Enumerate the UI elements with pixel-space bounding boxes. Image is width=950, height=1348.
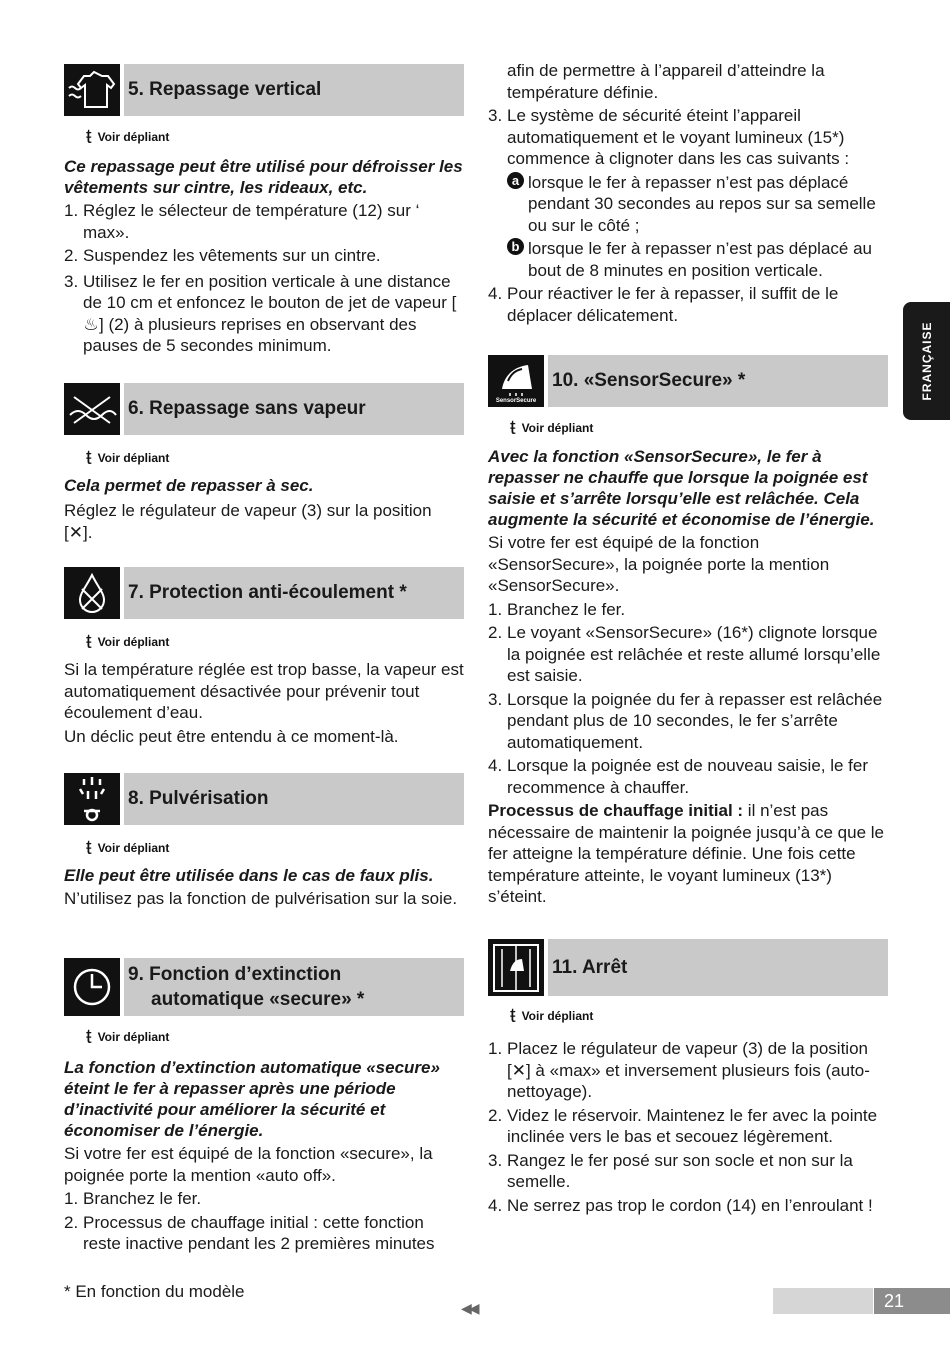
voir-depliant-11: ŧ Voir dépliant [510,1005,594,1027]
section-10-header [488,355,888,407]
voir-depliant-10: ŧ Voir dépliant [510,417,594,439]
up-arrow-icon: ŧ [510,417,516,439]
list-item: 3. Utilisez le fer en position verticale à une distance de 10 cm et enfoncez le bouton de jet de vapeur [♨] (2) à plusieurs reprises en observant des pauses de 5 secondes minimum. [64,271,457,355]
section-10-intro: Avec la fonction «SensorSecure», le fer à repasser ne chauffe que lorsque la poignée est saisie et s’arrête lorsqu’elle est relâchée. Cela augmente la sécurité et économise de l’énergie. [488,447,875,529]
section-9-continued: afin de permettre à l’appareil d’atteindre la température définie. 3. Le système de sécurité éteint l’appareil automatiquement et le voyant lumineux (15*) commence à clignoter dans les cas suivants : a lorsque le fer à repasser n’est pas déplacé pendant 30 secondes au repos sur sa semelle ou sur le côté ; b lorsque le fer à repasser n’est pas déplacé au bout de 8 minutes en position verticale. 4. Pour réactiver le fer à repasser, il suffit de le déplacer délicatement. [488,60,888,326]
badge-b-icon: b [507,238,524,255]
section-5 [64,64,464,355]
language-side-tab: FRANÇAISE [903,302,950,420]
section-11-header [488,939,888,996]
section-7-header [64,567,464,619]
voir-depliant-5: ŧ Voir dépliant [86,126,170,148]
section-5-intro: Ce repassage peut être utilisé pour défroisser les vêtements sur cintre, les rideaux, etc. [64,157,463,197]
wardrobe-storage-icon [488,939,544,996]
up-arrow-icon: ŧ [86,447,92,469]
list-item: 1. Branchez le fer. [488,599,626,619]
section-8-header [64,773,464,825]
section-10-heating-text: Processus de chauffage initial : il n’est pas nécessaire de maintenir la poignée jusqu’à ce que le fer atteigne la température définie. Une fois cette température atteinte, le voyant lumineux (13*) s’éteint. [488,801,884,906]
list-item: 2. Le voyant «SensorSecure» (16*) clignote lorsque la poignée est relâchée et reste allumé lorsqu’elle est saisie. [488,623,881,685]
section-10 [488,355,888,906]
list-item: 1. Branchez le fer. [64,1189,202,1208]
list-item: 1. Placez le régulateur de vapeur (3) de la position [✕] à «max» et inversement plusieurs fois (auto-nettoyage). [488,1039,870,1101]
up-arrow-icon: ŧ [510,1005,516,1027]
section-9-title: 9. Fonction d’extinction automatique «secure» * [128,964,365,1010]
section-10-title: 10. «SensorSecure» * [552,370,746,391]
voir-depliant-9: ŧ Voir dépliant [86,1026,170,1048]
section-7 [64,567,464,746]
list-item: 3. Lorsque la poignée du fer à repasser est relâchée pendant plus de 10 secondes, le fer s’arrête automatiquement. [488,689,883,752]
sub-item-b: b lorsque le fer à repasser n’est pas déplacé au bout de 8 minutes en position verticale. [488,238,888,281]
steam-jet-icon: ♨ [83,314,99,334]
section-7-text-2: Un déclic peut être entendu à ce moment-là. [64,726,399,746]
section-5-header [64,64,464,116]
sensorsecure-icon-label: SensorSecure [495,398,537,404]
sensorsecure-iron-icon [488,355,544,407]
section-7-title: 7. Protection anti-écoulement * [128,582,407,603]
section-6-header [64,383,464,435]
list-item: 4. Lorsque la poignée est de nouveau saisie, le fer recommence à chauffer. [488,756,869,797]
list-item: 4. Ne serrez pas trop le cordon (14) en l’enroulant ! [488,1195,873,1215]
list-item: 2. Suspendez les vêtements sur un cintre. [64,246,381,265]
list-item: 3. Le système de sécurité éteint l’appareil automatiquement et le voyant lumineux (15*) commence à clignoter dans les cas suivants : [488,106,850,168]
section-7-text: Si la température réglée est trop basse, la vapeur est automatiquement désactivée pour prévenir tout écoulement d’eau. [64,660,464,722]
section-9-text: Si votre fer est équipé de la fonction «secure», la poignée porte la mention «auto off». [64,1144,433,1185]
page-number-bar [773,1288,873,1314]
section-9 [64,958,464,1253]
up-arrow-icon: ŧ [86,126,92,148]
voir-depliant-8: ŧ Voir dépliant [86,837,170,859]
voir-depliant-7: ŧ Voir dépliant [86,631,170,653]
list-item: 2. Videz le réservoir. Maintenez le fer avec la pointe inclinée vers le bas et secouez légèrement. [488,1105,878,1146]
list-item: 4. Pour réactiver le fer à repasser, il suffit de le déplacer délicatement. [488,284,839,325]
up-arrow-icon: ŧ [86,1026,92,1048]
section-6-text: Réglez le régulateur de vapeur (3) sur la position [✕]. [64,501,432,542]
section-8-intro: Elle peut être utilisée dans le cas de faux plis. [64,866,434,885]
section-8 [64,773,464,908]
section-10-text: Si votre fer est équipé de la fonction «SensorSecure», la poignée porte la mention «SensorSecure». [488,533,830,595]
section-9-intro: La fonction d’extinction automatique «secure» éteint le fer à repasser après une période d’inactivité pour améliorer la sécurité et économiser de l’énergie. [64,1058,440,1140]
section-6 [64,383,464,542]
double-left-arrow-icon: ◀◀ [461,1300,477,1316]
anti-drip-icon [64,567,120,619]
no-steam-icon: ✕ [68,522,83,542]
section-11 [488,939,888,1215]
footnote: * En fonction du modèle [64,1282,245,1301]
sub-item-a: a lorsque le fer à repasser n’est pas déplacé pendant 30 secondes au repos sur sa semelle ou sur le côté ; [488,172,888,237]
section-9-header [64,958,464,1016]
section-6-title: 6. Repassage sans vapeur [128,398,366,419]
vertical-steam-garment-icon [64,64,120,116]
section-5-title: 5. Repassage vertical [128,79,322,100]
section-11-title: 11. Arrêt [552,956,628,978]
page-number: 21 [874,1288,950,1314]
no-steam-icon [64,383,120,435]
section-8-text: N’utilisez pas la fonction de pulvérisation sur la soie. [64,889,458,908]
section-8-title: 8. Pulvérisation [128,788,269,809]
list-item: 2. Processus de chauffage initial : cette fonction reste inactive pendant les 2 premières minutes [64,1212,435,1253]
no-steam-icon: ✕ [511,1060,526,1080]
section-6-intro: Cela permet de repasser à sec. [64,476,314,495]
spray-icon [64,773,120,825]
up-arrow-icon: ŧ [86,837,92,859]
list-item: 3. Rangez le fer posé sur son socle et non sur la semelle. [488,1150,853,1191]
badge-a-icon: a [507,172,524,189]
up-arrow-icon: ŧ [86,631,92,653]
clock-icon [64,958,120,1016]
list-item: 1. Réglez le sélecteur de température (12) sur ‘ max». [64,201,420,242]
voir-depliant-6: ŧ Voir dépliant [86,447,170,469]
